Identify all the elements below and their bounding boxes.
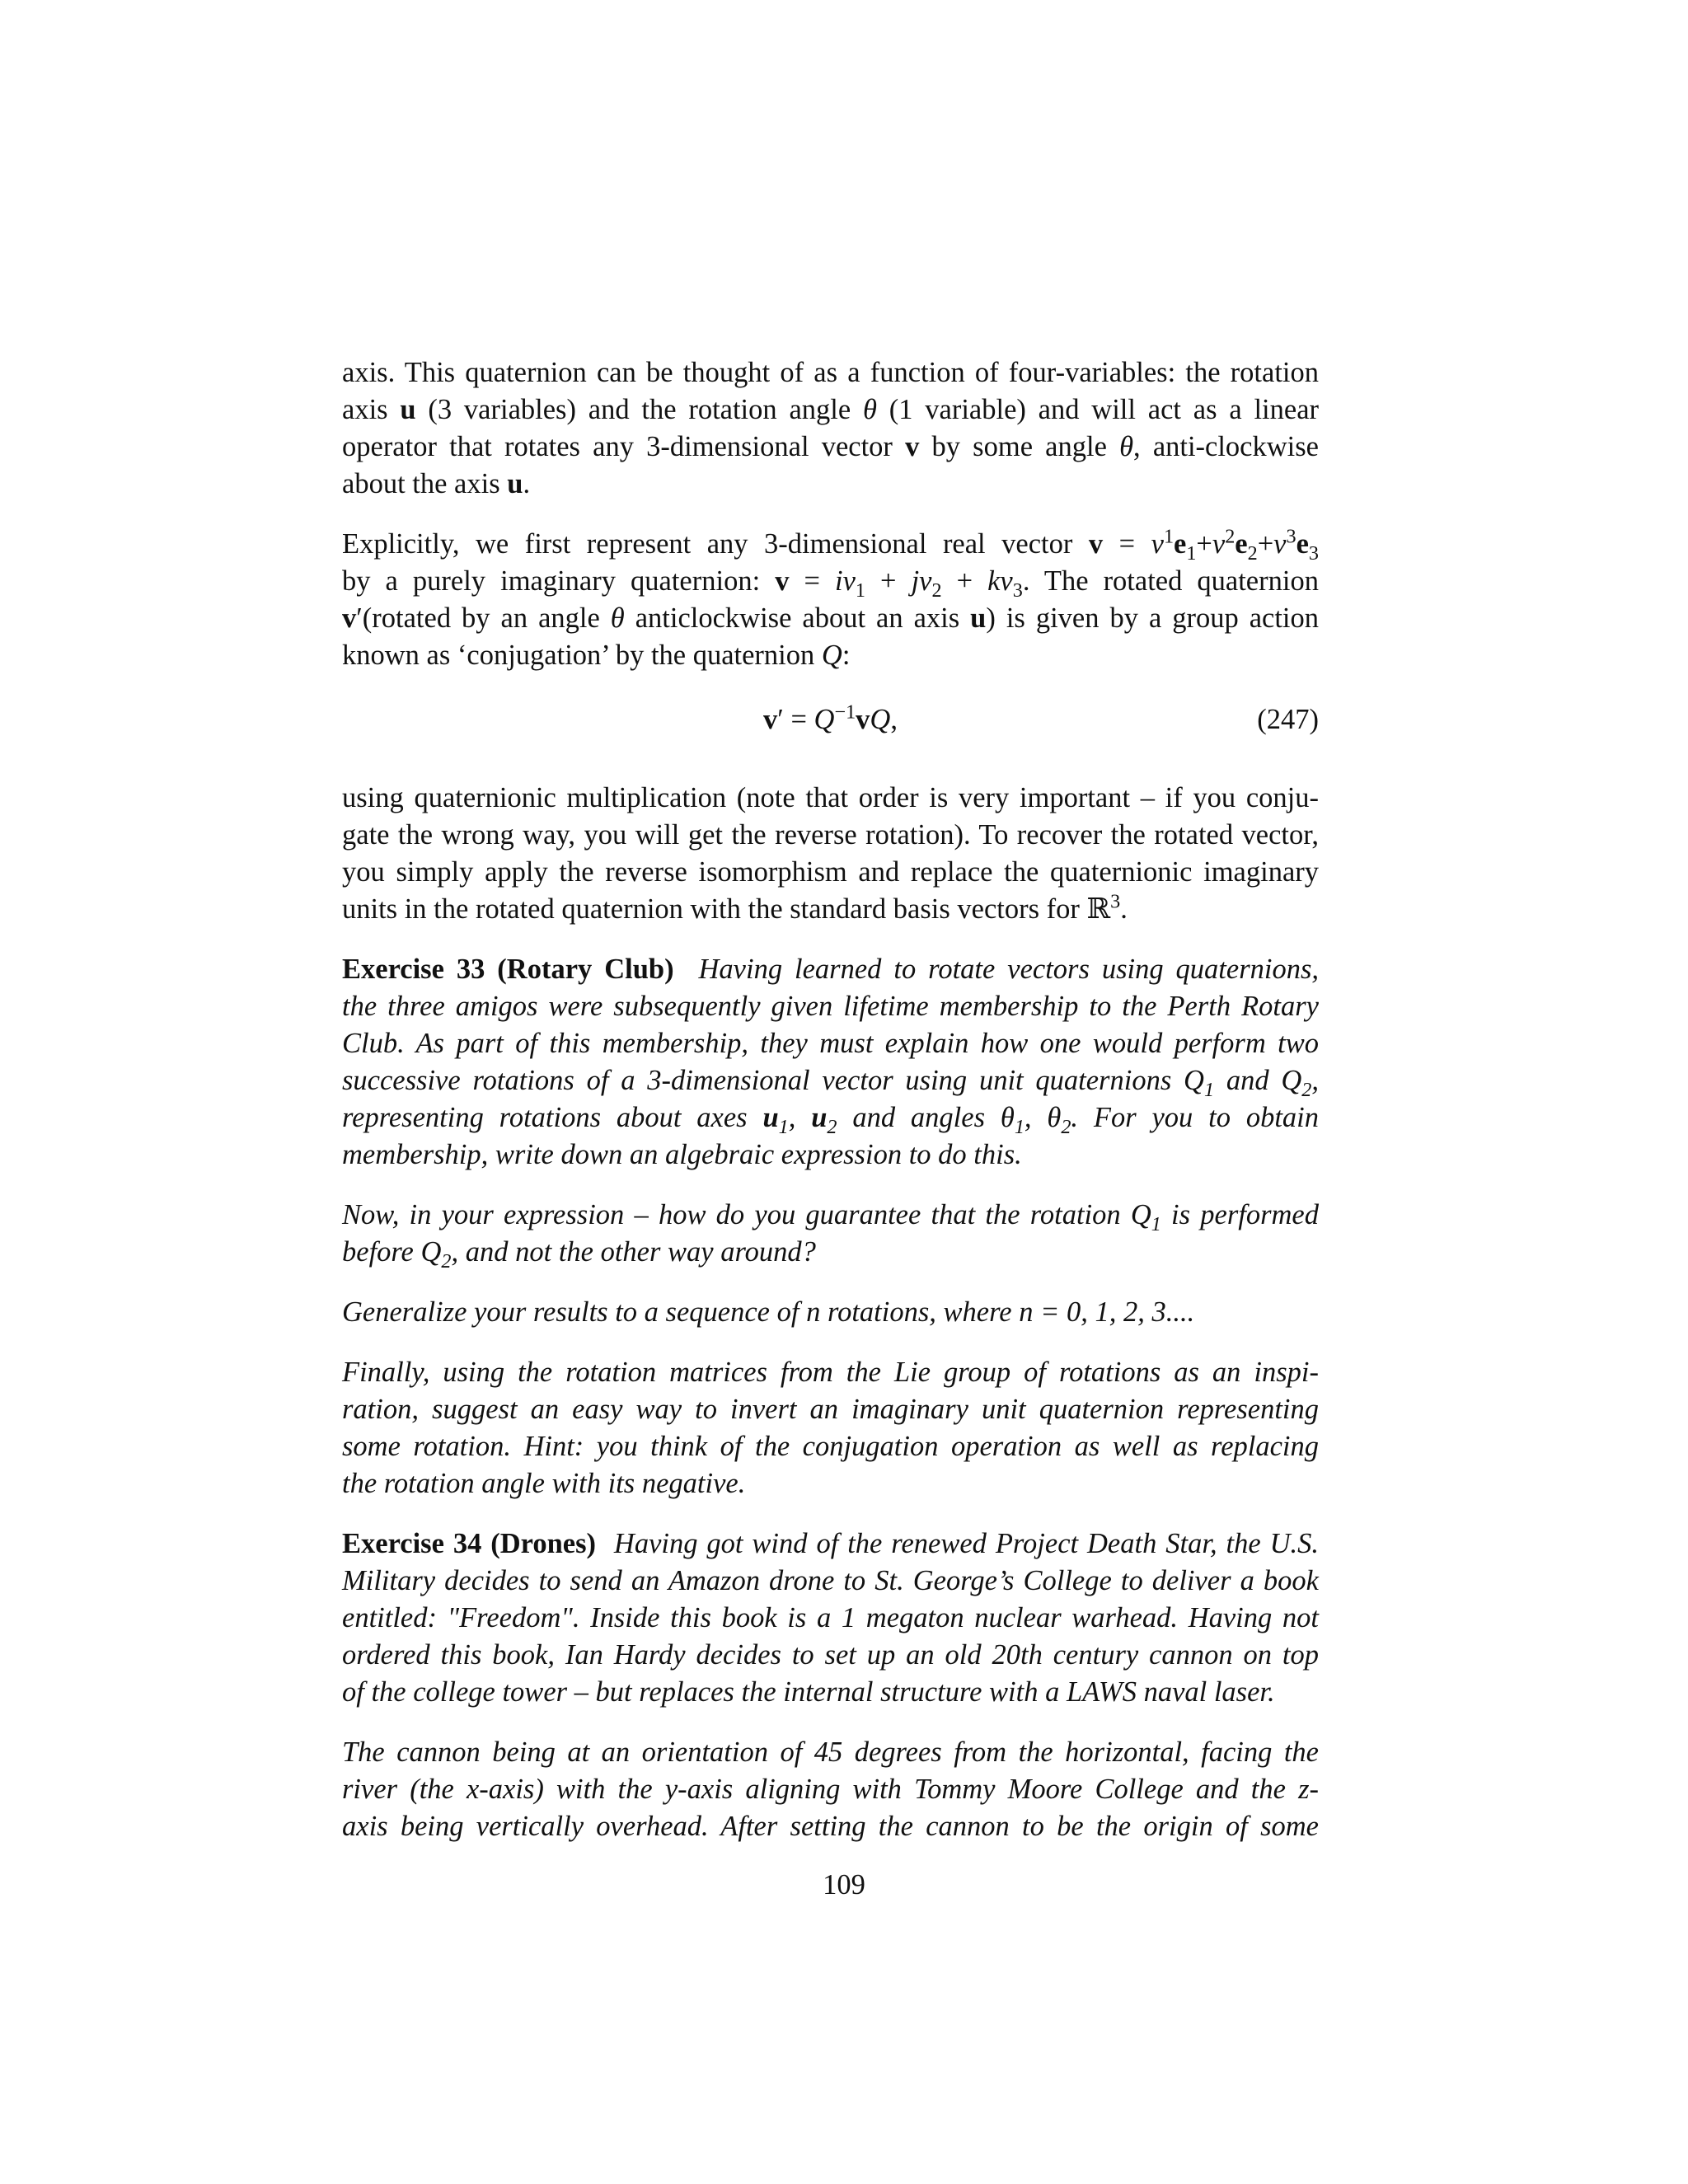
text-line: units in the rotated quaternion with the standard basis vectors for ℝ$^3$. xyxy=(342,890,1128,925)
text-line: entitled: "Freedom". Inside this book is a 1 megaton nuclear warhead. Having not xyxy=(342,1602,1319,1633)
page-body xyxy=(342,354,1319,1868)
text-line: representing rotations about axes $u_1$, $u_2$ and angles $\theta_1$, $\theta_2$. For you to obtain xyxy=(342,1102,1320,1138)
text-line: ration, suggest an easy way to invert an imaginary unit quaternion representing xyxy=(342,1394,1319,1425)
text-line: Having got wind of the renewed Project Death Star, the U.S. xyxy=(613,1528,1320,1559)
exercise-34 xyxy=(342,1526,1319,1711)
paragraph-explicit-representation xyxy=(342,526,1319,674)
exercise-33-generalize xyxy=(342,1294,1319,1331)
text-line: by a purely imaginary quaternion: $v = iv_1 + jv_2 + kv_3$. The rotated quaternion xyxy=(342,565,1319,602)
text-line: the rotation angle with its negative. xyxy=(342,1468,746,1499)
equation-body: $v' = Q^{-1}vQ$, xyxy=(763,701,898,735)
text-line: gate the wrong way, you will get the reverse rotation). To recover the rotated vector, xyxy=(342,819,1319,851)
equation-247 xyxy=(342,697,1319,755)
text-line: about the axis u. xyxy=(342,468,531,499)
text-line: Explicitly, we first represent any 3-dimensional real vector $v = v^1e_1+v^2e_2+v^3e_3$ xyxy=(342,525,1319,565)
text-line: Finally, using the rotation matrices from the Lie group of rotations as an inspi- xyxy=(342,1357,1319,1388)
text-line: axis. This quaternion can be thought of as a function of four-variables: the rotation xyxy=(342,357,1319,388)
exercise-33-invert xyxy=(342,1354,1319,1502)
paragraph-quaternion-operator xyxy=(342,354,1319,503)
text-line: using quaternionic multiplication (note that order is very important – if you conju- xyxy=(342,782,1319,813)
text-line: before $Q_2$, and not the other way around? xyxy=(342,1236,816,1272)
text-line: Generalize your results to a sequence of n rotations, where n = 0, 1, 2, 3.... xyxy=(342,1296,1195,1328)
text-line: The cannon being at an orientation of 45 degrees from the horizontal, facing the xyxy=(342,1736,1319,1768)
text-line: ordered this book, Ian Hardy decides to set up an old 20th century cannon on top xyxy=(342,1639,1319,1671)
text-line: some rotation. Hint: you think of the conjugation operation as well as replacing xyxy=(342,1431,1319,1462)
paragraph-quaternionic-multiplication xyxy=(342,780,1319,928)
exercise-33 xyxy=(342,951,1319,1174)
equation-number: (247) xyxy=(1257,704,1319,735)
text-line: Having learned to rotate vectors using quaternions, xyxy=(698,954,1320,985)
text-line: membership, write down an algebraic expression to do this. xyxy=(342,1139,1022,1170)
exercise-33-heading: Exercise 33 (Rotary Club) xyxy=(342,954,674,985)
page-number: 109 xyxy=(823,1869,865,1900)
exercise-34-cannon xyxy=(342,1734,1319,1845)
text-line: the three amigos were subsequently given lifetime membership to the Perth Rotary xyxy=(342,991,1319,1022)
text-line: v′(rotated by an angle θ anticlockwise about an axis u) is given by a group action xyxy=(342,602,1320,634)
text-line: known as ‘conjugation’ by the quaternion Q: xyxy=(342,640,851,671)
exercise-33-order-question xyxy=(342,1197,1319,1271)
text-line: axis being vertically overhead. After setting the cannon to be the origin of some xyxy=(342,1811,1319,1842)
text-line: Now, in your expression – how do you guarantee that the rotation $Q_1$ is performed xyxy=(342,1199,1319,1235)
text-line: of the college tower – but replaces the internal structure with a LAWS naval laser. xyxy=(342,1676,1275,1708)
text-line: Club. As part of this membership, they must explain how one would perform two xyxy=(342,1028,1319,1059)
text-line: river (the x-axis) with the y-axis aligning with Tommy Moore College and the z- xyxy=(342,1774,1319,1805)
text-line: successive rotations of a 3-dimensional vector using unit quaternions $Q_1$ and $Q_2$, xyxy=(342,1065,1319,1101)
text-line: axis u (3 variables) and the rotation angle θ (1 variable) and will act as a linear xyxy=(342,394,1319,425)
exercise-34-heading: Exercise 34 (Drones) xyxy=(342,1528,597,1559)
text-line: operator that rotates any 3-dimensional vector v by some angle θ, anti-clockwise xyxy=(342,431,1319,462)
text-line: Military decides to send an Amazon drone to St. George’s College to deliver a book xyxy=(342,1565,1319,1596)
text-line: you simply apply the reverse isomorphism and replace the quaternionic imaginary xyxy=(342,856,1319,888)
